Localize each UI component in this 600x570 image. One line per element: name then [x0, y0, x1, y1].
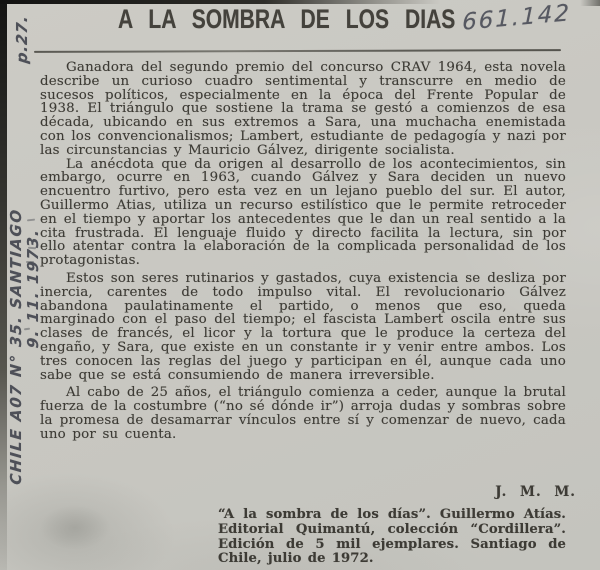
paragraph-1: Ganadora del segundo premio del concurso CRAV 1964, esta novela describe un curioso cuadro sentimental y transcurre en medio de sucesos políticos, especialmente en la época del Frente Popular de 1938. El triángulo que sostiene la trama se gestó a comienzos de esa década, ubicando en sus extremos a Sara, una muchacha enemistada con los convencionalismos; Lambert, estudiante de pedagogía y nazi por las circunstancias y Mauricio Gálvez, dirigente socialista. [40, 60, 566, 158]
reviewer-initials: J. M. M. [495, 484, 576, 500]
title-divider-rule [34, 49, 561, 53]
paragraph-4: Al cabo de 25 años, el triángulo comienza a ceder, aunque la brutal fuerza de la costumbre (“no sé dónde ir”) arroja dudas y sombras sobre la promesa de desamarrar vínculos entre sí y comenzar de nuevo, cada uno por su cuenta. [40, 385, 566, 442]
handwritten-margin-note [8, 84, 42, 487]
book-colophon: “A la sombra de los días”. Guillermo Atías. Editorial Quimantú, colección “Cordillera”. Edición de 5 mil ejemplares. Santiago de Chile, julio de 1972. [218, 507, 566, 567]
article-body [40, 61, 566, 442]
scan-corner-top-right [578, 0, 600, 6]
scan-edge-left [0, 0, 7, 570]
handwritten-page-number: p.27. [13, 13, 31, 65]
article-title: A LA SOMBRA DE LOS DIAS [118, 4, 456, 34]
paragraph-2: La anécdota que da origen al desarrollo de los acontecimientos, sin embargo, ocurre en 1963, cuando Gálvez y Sara deciden un nuevo encuentro furtivo, pero esta vez en un lejano pueblo del sur. El autor, Guillermo Atias, utiliza un recurso estilístico que le permite retroceder en el tiempo y aportar los antecedentes que le dan un real sentido a la cita frustrada. El lenguaje fluido y directo facilita la lectura, sin por ello atentar contra la elaboración de la complicada personalidad de los protagonistas. [40, 156, 566, 269]
margin-note-line2: 9. 11. 1973. [24, 227, 42, 349]
margin-note-line1: CHILE A07 N° 35. SANTIAGO [7, 207, 25, 486]
pencil-tick-mark [26, 261, 34, 263]
scan-smudge [40, 505, 110, 550]
handwritten-catalog-number: 661.142 [461, 0, 572, 36]
paragraph-3: Estos son seres rutinarios y gastados, cuya existencia se desliza por inercia, carentes de todo impulso vital. El revolucionario Gálvez abandona paulatinamente el partido, o menos que eso, queda marginado con el paso del tiempo; el fascista Lambert oscila entre sus clases de francés, el licor y la tortura que le produce la certeza del engaño, y Sara, que existe en un constante ir y venir entre ambos. Los tres conocen las reglas del juego y participan en él, aunque cada uno sabe que se está consumiendo de manera irreversible. [40, 270, 566, 383]
